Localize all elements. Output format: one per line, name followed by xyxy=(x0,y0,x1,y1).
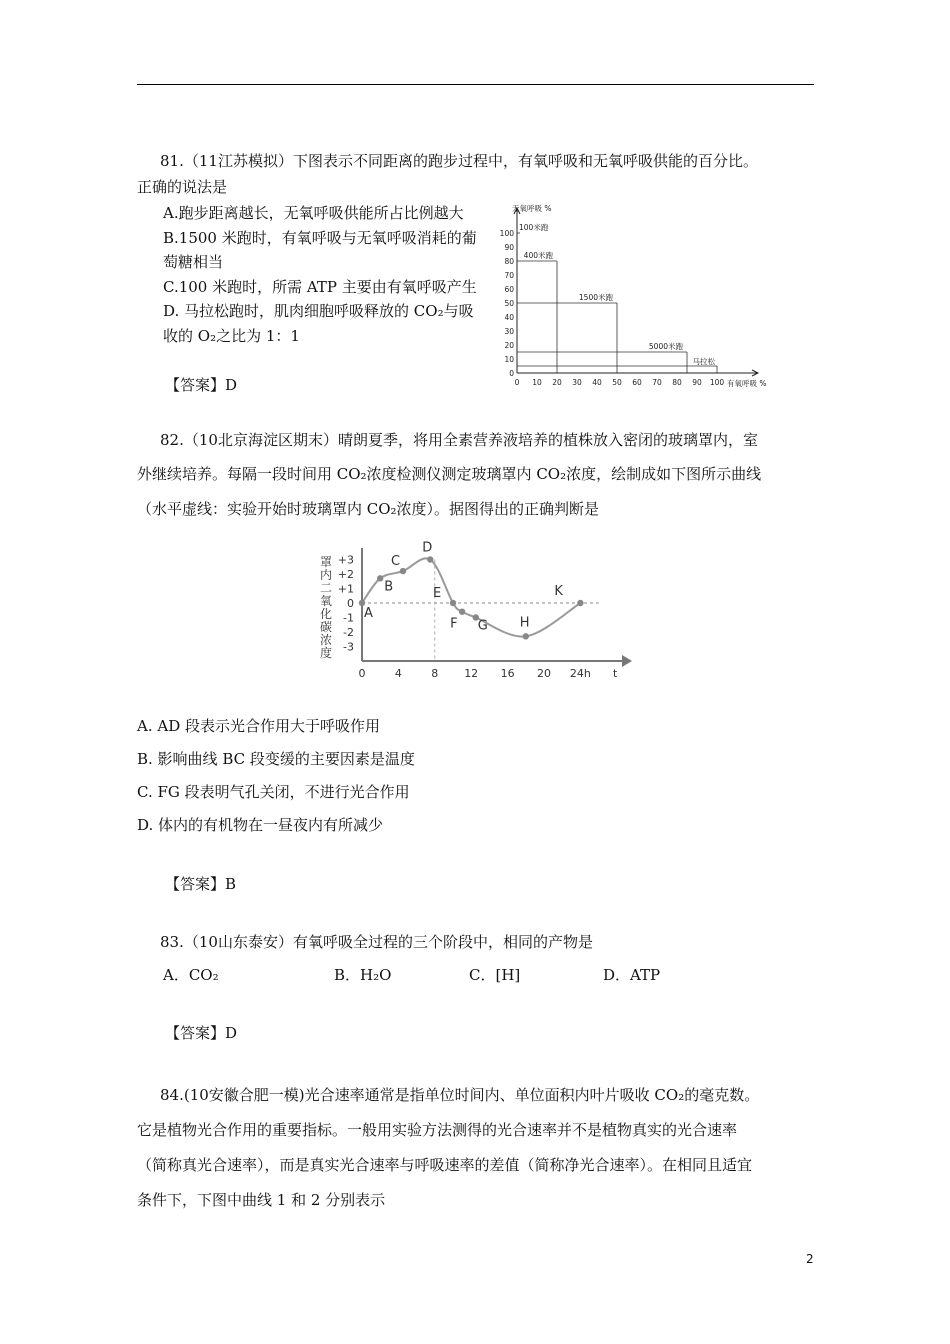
x-axis-label: 有氧呼吸 % xyxy=(727,379,767,388)
x-tick-label: 10 xyxy=(532,378,542,387)
y-tick-label: 90 xyxy=(504,243,514,252)
q83-answer: 【答案】D xyxy=(165,1024,238,1042)
y-tick-label: -3 xyxy=(343,640,354,654)
co2-curve xyxy=(362,558,580,636)
x-tick-label: 8 xyxy=(431,667,439,680)
point-label: F xyxy=(450,616,458,632)
y-tick-label: +3 xyxy=(337,553,354,567)
q82-option-a: A. AD 段表示光合作用大于呼吸作用 xyxy=(137,717,380,735)
y-tick-label: 10 xyxy=(504,355,514,364)
series-label: 马拉松 xyxy=(692,357,715,366)
y-axis-label: 罩内二氧化碳浓度 xyxy=(319,555,333,660)
point-label: D xyxy=(422,540,433,556)
series-label: 100米跑 xyxy=(519,223,549,232)
q81-stem-line2: 正确的说法是 xyxy=(137,178,228,196)
q84-line3: （简称真光合速率），而是真实光合速率与呼吸速率的差值（简称净光合速率）。在相同且适宜 xyxy=(137,1156,753,1174)
co2-chart xyxy=(310,528,640,688)
x-tick-label: 4 xyxy=(394,667,402,680)
x-tick-label: 0 xyxy=(358,667,366,680)
q82-answer: 【答案】B xyxy=(165,875,237,893)
point-d xyxy=(427,556,433,562)
point-h xyxy=(523,633,529,639)
y-axis-label: 无氧呼吸 % xyxy=(512,204,552,213)
x-axis-label: t xyxy=(613,667,618,680)
y-tick-label: +2 xyxy=(337,568,354,581)
q83-stem: 83.（10山东泰安）有氧呼吸全过程的三个阶段中，相同的产物是 xyxy=(160,933,593,951)
y-tick-label: 40 xyxy=(504,313,514,322)
q82-stem-line2: 外继续培养。每隔一段时间用 CO₂浓度检测仪测定玻璃罩内 CO₂浓度，绘制成如下图所示曲线 xyxy=(137,465,762,483)
y-tick-label: 0 xyxy=(347,597,354,610)
q83-option-d: D．ATP xyxy=(603,966,661,984)
x-axis-arrow xyxy=(622,655,632,667)
series-label: 400米跑 xyxy=(523,251,553,260)
y-tick-label: +1 xyxy=(337,582,354,596)
x-tick-label: 0 xyxy=(514,378,520,387)
respiration-chart xyxy=(490,198,790,398)
x-tick-label: 40 xyxy=(592,378,602,387)
q84-line2: 它是植物光合作用的重要指标。一般用实验方法测得的光合速率并不是植物真实的光合速率 xyxy=(137,1121,738,1139)
x-tick-label: 80 xyxy=(672,378,682,387)
point-e xyxy=(450,600,456,606)
page-number: 2 xyxy=(806,1252,814,1266)
y-tick-label: 20 xyxy=(504,341,514,350)
q81-answer: 【答案】D xyxy=(165,376,238,394)
y-tick-label: 70 xyxy=(504,271,514,280)
q81-stem-line1: 81.（11江苏模拟）下图表示不同距离的跑步过程中，有氧呼吸和无氧呼吸供能的百分比。 xyxy=(160,152,758,170)
x-tick-label: 50 xyxy=(612,378,622,387)
x-tick-label: 90 xyxy=(692,378,702,387)
q84-line1: 84.(10安徽合肥一模)光合速率通常是指单位时间内、单位面积内叶片吸收 CO₂的毫克数。 xyxy=(160,1086,760,1104)
series-label: 5000米跑 xyxy=(648,342,683,351)
q82-option-c: C. FG 段表明气孔关闭，不进行光合作用 xyxy=(137,783,410,801)
q82-stem-line1: 82.（10北京海淀区期末）晴朗夏季，将用全素营养液培养的植株放入密闭的玻璃罩内，室 xyxy=(160,431,758,449)
q82-option-d: D. 体内的有机物在一昼夜内有所减少 xyxy=(137,816,384,834)
q81-option-a: A.跑步距离越长，无氧呼吸供能所占比例越大 xyxy=(163,204,464,222)
point-k xyxy=(577,600,583,606)
q83-option-c: C．[H] xyxy=(469,966,521,984)
x-tick-label: 20 xyxy=(552,378,562,387)
q83-option-a: A．CO₂ xyxy=(163,966,219,984)
q82-option-b: B. 影响曲线 BC 段变缓的主要因素是温度 xyxy=(137,750,415,768)
x-tick-label: 16 xyxy=(500,667,515,680)
q81-option-d-line2: 收的 O₂之比为 1：1 xyxy=(163,327,300,345)
x-tick-label: 100 xyxy=(709,378,725,387)
point-label: E xyxy=(433,586,442,601)
point-label: K xyxy=(554,584,563,599)
y-tick-label: 30 xyxy=(504,327,514,336)
point-label: A xyxy=(364,606,373,621)
series-label: 1500米跑 xyxy=(578,293,613,302)
y-tick-label: -1 xyxy=(343,611,354,625)
q84-line4: 条件下，下图中曲线 1 和 2 分别表示 xyxy=(137,1191,386,1209)
y-tick-label: 0 xyxy=(509,369,514,378)
q82-stem-line3: （水平虚线：实验开始时玻璃罩内 CO₂浓度）。据图得出的正确判断是 xyxy=(137,500,600,518)
q81-option-b-line1: B.1500 米跑时，有氧呼吸与无氧呼吸消耗的葡 xyxy=(163,229,477,247)
point-c xyxy=(400,568,406,574)
point-label: C xyxy=(390,554,401,570)
y-tick-label: 50 xyxy=(504,299,514,308)
point-label: G xyxy=(477,618,488,634)
point-f xyxy=(459,609,465,615)
point-b xyxy=(377,575,383,581)
y-tick-label: 100 xyxy=(499,229,514,238)
x-tick-label: 12 xyxy=(464,667,479,680)
x-tick-label: 70 xyxy=(652,378,662,387)
q81-option-c: C.100 米跑时，所需 ATP 主要由有氧呼吸产生 xyxy=(163,278,477,296)
x-tick-label: 20 xyxy=(537,667,551,680)
point-label: B xyxy=(384,579,394,595)
point-label: H xyxy=(519,615,530,631)
y-tick-label: -2 xyxy=(343,626,354,639)
header-rule xyxy=(137,84,814,85)
y-tick-label: 60 xyxy=(504,285,514,294)
x-tick-label: 24h xyxy=(569,667,591,680)
x-tick-label: 30 xyxy=(572,378,582,387)
x-tick-label: 60 xyxy=(632,378,642,387)
q81-option-b-line2: 萄糖相当 xyxy=(163,253,224,271)
y-tick-label: 80 xyxy=(504,257,514,266)
q81-option-d-line1: D. 马拉松跑时，肌肉细胞呼吸释放的 CO₂与吸 xyxy=(163,302,474,320)
q83-option-b: B．H₂O xyxy=(334,966,392,984)
